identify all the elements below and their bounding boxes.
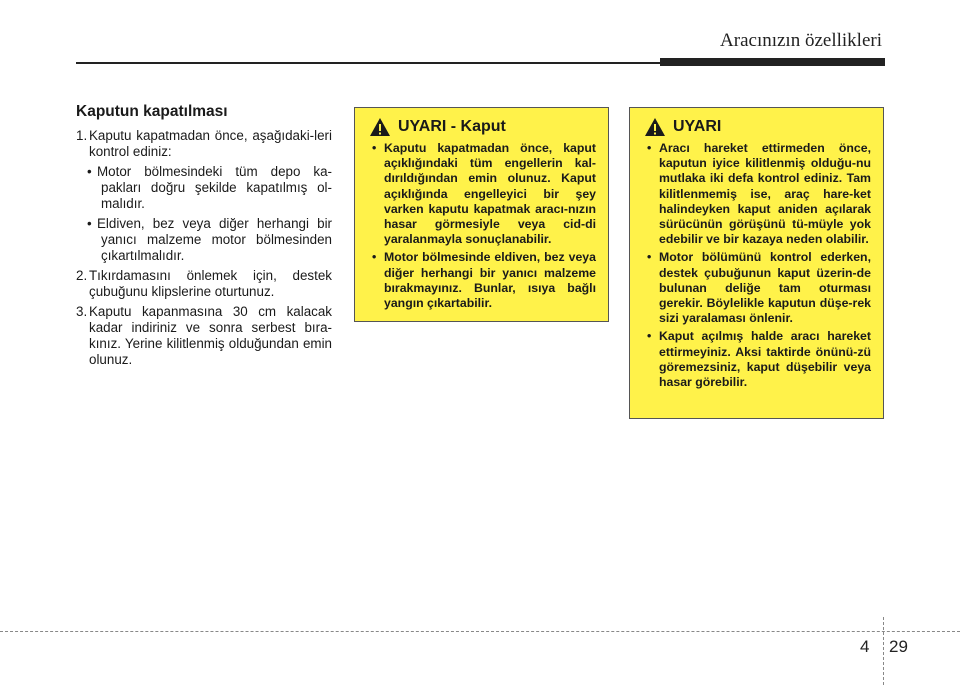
chapter-number: 4: [860, 637, 870, 656]
header-rule-thick: [660, 58, 885, 66]
warning-item: [367, 141, 596, 247]
warning-header: [644, 117, 871, 137]
warning-item: [642, 141, 871, 247]
warning-text: Motor bölümünü kontrol ederken, destek çubuğunun kaput üzerin-de bulunan deliğe tam oturması gerekir. Böylelikle kaputun düşe-rek sizi yaralaması önlenir.: [659, 250, 871, 326]
warning-triangle-icon: [644, 117, 666, 137]
step-1-bullet-1: [76, 164, 332, 212]
warning-item: [642, 250, 871, 326]
bullet-mark: •: [87, 216, 92, 231]
hood-closing-section: [76, 104, 332, 372]
step-text: Tıkırdamasını önlemek için, destek çubuğunu klipslerine oturtunuz.: [89, 268, 332, 299]
step-1-bullet-2: [76, 216, 332, 264]
step-number: 2.: [76, 268, 88, 283]
bullet-text: Motor bölmesindeki tüm depo ka-pakları doğru şekilde kapatılmış ol-malıdır.: [97, 164, 332, 211]
warning-title: UYARI: [673, 118, 722, 135]
warning-text: Kaput açılmış halde aracı hareket ettirmeyiniz. Aksi taktirde önünü-zü göremezsiniz, kaput düşebilir veya hasar görebilir.: [659, 329, 871, 390]
step-1: [76, 128, 332, 160]
step-text: Kaputu kapatmadan önce, aşağıdaki-leri kontrol ediniz:: [89, 128, 332, 159]
bullet-text: Eldiven, bez veya diğer herhangi bir yanıcı malzeme motor bölmesinden çıkartılmalıdır.: [97, 216, 332, 263]
step-3: [76, 304, 332, 368]
bullet-mark: •: [647, 329, 652, 344]
warning-item: [367, 250, 596, 311]
footer-dashed-rule: [0, 631, 960, 632]
step-number: 1.: [76, 128, 88, 143]
section-title: Kaputun kapatılması: [76, 103, 228, 120]
warning-header: [369, 117, 596, 137]
warning-box-hood: [354, 107, 609, 322]
running-header-title: Aracınızın özellikleri: [720, 30, 882, 51]
warning-text: Aracı hareket ettirmeden önce, kaputun iyice kilitlenmiş olduğu-nu mutlaka iki defa kontrol ediniz. Tam kilitlenmemiş ise, araç hare-ket halindeyken kaput aniden açılarak sürücünün görüşünü tü-müyle yok edebilir ve bir kazaya neden olabilir.: [659, 141, 871, 247]
bullet-mark: •: [372, 250, 377, 265]
header-rule-thin: [76, 62, 668, 64]
bullet-mark: •: [87, 164, 92, 179]
warning-box-general: [629, 107, 884, 419]
step-number: 3.: [76, 304, 88, 319]
warning-item: [642, 329, 871, 390]
bullet-mark: •: [647, 141, 652, 155]
bullet-mark: •: [372, 141, 377, 155]
bullet-mark: •: [647, 250, 652, 265]
step-2: [76, 268, 332, 300]
step-text: Kaputu kapanmasına 30 cm kalacak kadar indiriniz ve sonra serbest bıra-kınız. Yerine kilitlenmiş olduğundan emin olunuz.: [89, 304, 332, 367]
warning-title: UYARI - Kaput: [398, 118, 506, 135]
warning-text: Motor bölmesinde eldiven, bez veya diğer herhangi bir yanıcı malzeme bırakmayınız. Bunlar, ısıya bağlı yangın çıkartabilir.: [384, 250, 596, 311]
page-number: 29: [889, 637, 908, 656]
footer-dashed-divider: [883, 617, 884, 685]
warning-triangle-icon: [369, 117, 391, 137]
warning-text: Kaputu kapatmadan önce, kaput açıklığındaki tüm engellerin kal-dırıldığından emin olunuz. Kaput açıklığında engelleyici bir şey varken kaputu kapatmak aracı-nızın hasar görmesiyle veya cid-di yaralanmayla sonuçlanabilir.: [384, 141, 596, 247]
